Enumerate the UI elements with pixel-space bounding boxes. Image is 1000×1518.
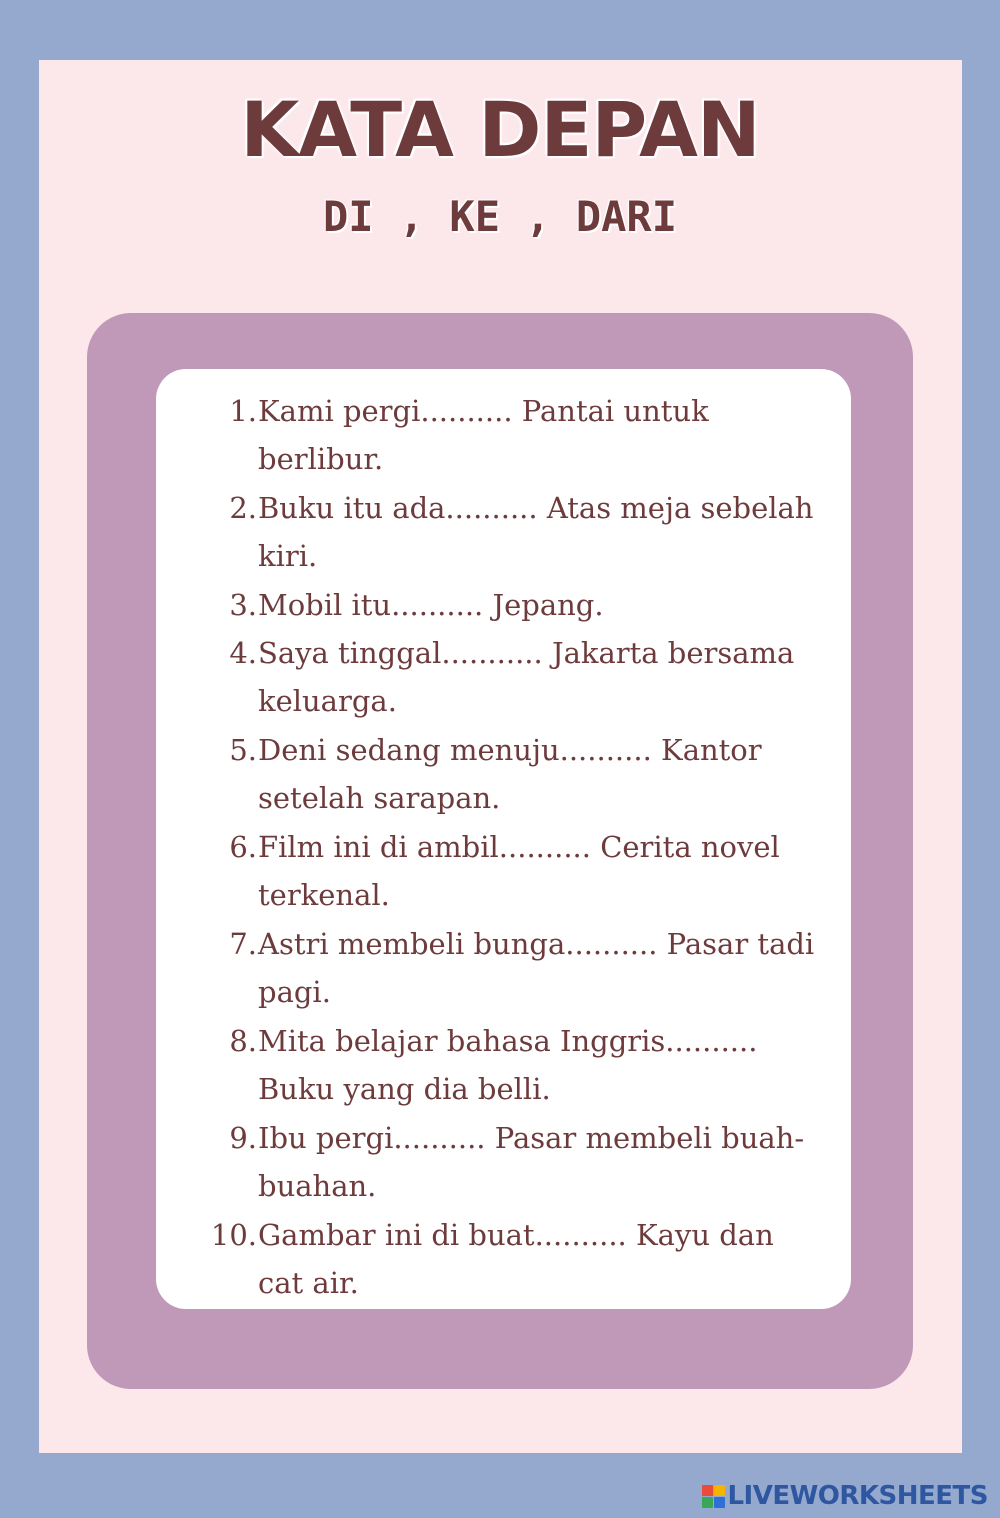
- question-text: Deni sedang menuju.......... Kantor setelah sarapan.: [258, 733, 762, 815]
- question-text: Kami pergi.......... Pantai untuk berlibur.: [258, 394, 709, 476]
- question-number: 2.: [229, 491, 257, 525]
- question-text: Astri membeli bunga.......... Pasar tadi pagi.: [258, 927, 815, 1009]
- question-text: Mita belajar bahasa Inggris.......... Buku yang dia belli.: [258, 1024, 758, 1106]
- liveworksheets-watermark[interactable]: [702, 1482, 988, 1510]
- question-text: Ibu pergi.......... Pasar membeli buah-buahan.: [258, 1121, 805, 1203]
- logo-square: [702, 1497, 713, 1508]
- question-number: 3.: [229, 588, 257, 622]
- logo-square: [714, 1485, 725, 1496]
- page-title: KATA DEPAN: [240, 85, 760, 174]
- question-number: 9.: [229, 1121, 257, 1155]
- question-number: 1.: [229, 394, 257, 428]
- question-number: 6.: [229, 830, 257, 864]
- question-number: 5.: [229, 733, 257, 767]
- question-text: Buku itu ada.......... Atas meja sebelah kiri.: [258, 491, 814, 573]
- brand-name: LIVEWORKSHEETS: [727, 1481, 988, 1511]
- question-number: 7.: [229, 927, 257, 961]
- logo-square: [702, 1485, 713, 1496]
- question-number: 10.: [210, 1218, 257, 1252]
- question-number: 8.: [229, 1024, 257, 1058]
- question-text: Mobil itu.......... Jepang.: [258, 588, 604, 622]
- liveworksheets-logo-icon: [702, 1485, 725, 1508]
- question-number: 4.: [229, 636, 257, 670]
- question-text: Film ini di ambil.......... Cerita novel terkenal.: [258, 830, 780, 912]
- page-subtitle: DI , KE , DARI: [322, 192, 677, 241]
- logo-square: [714, 1497, 725, 1508]
- question-text: Saya tinggal........... Jakarta bersama keluarga.: [258, 636, 795, 718]
- question-text: Gambar ini di buat.......... Kayu dan cat air.: [258, 1218, 774, 1300]
